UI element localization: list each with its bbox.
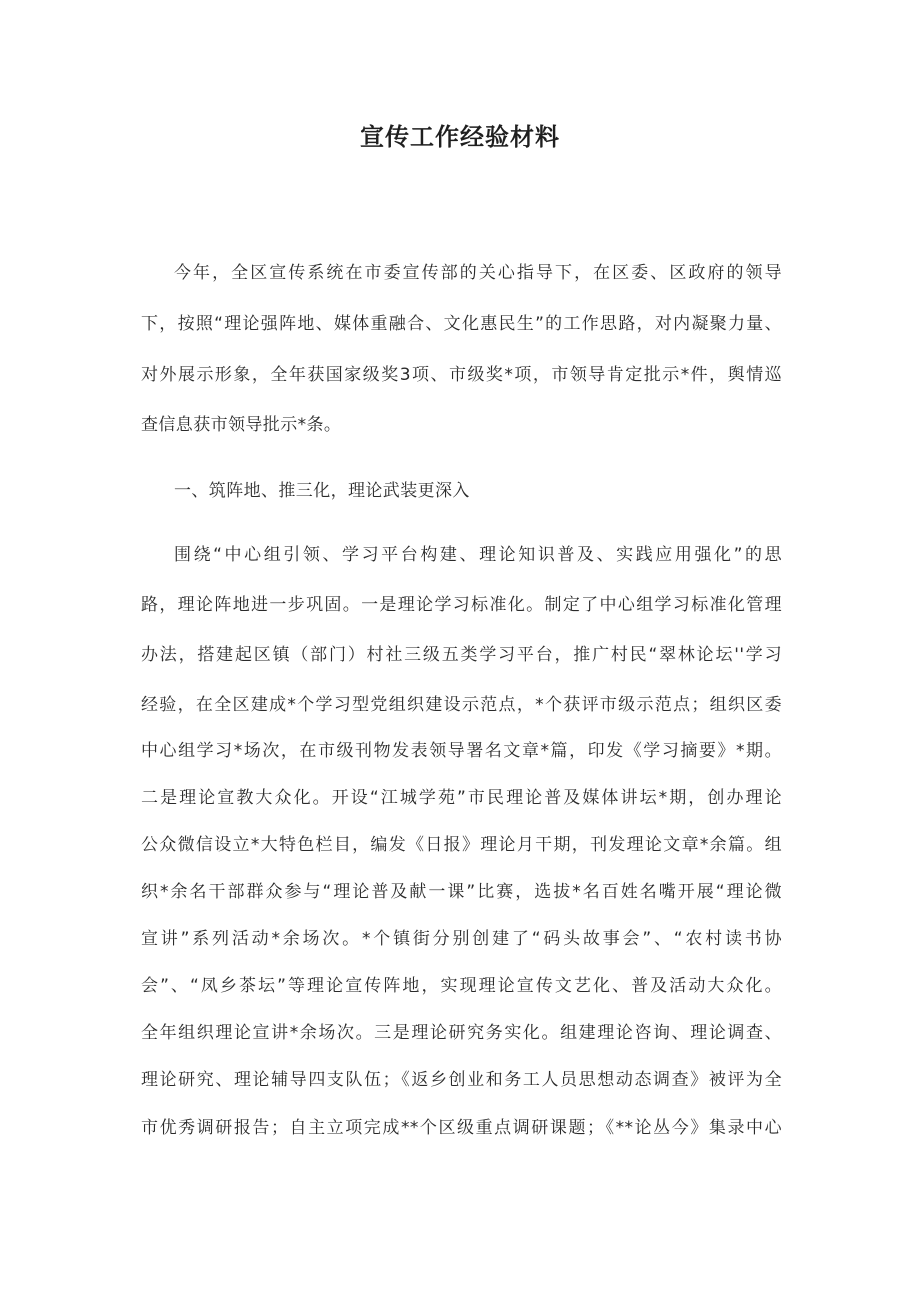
section1-line-7: 公众微信设立*大特色栏目，编发《日报》理论月干期，刊发理论文章*余篇。组 xyxy=(141,835,782,855)
intro-line-1: 今年，全区宣传系统在市委宣传部的关心指导下，在区委、区政府的领导 xyxy=(174,263,782,283)
section1-line-8: 织*余名干部群众参与“理论普及献一课”比赛，选拔*名百姓名嘴开展“理论微 xyxy=(141,882,782,902)
section1-line-2: 路，理论阵地进一步巩固。一是理论学习标准化。制定了中心组学习标准化管理 xyxy=(141,595,782,615)
section1-heading: 一、筑阵地、推三化，理论武装更深入 xyxy=(174,481,470,501)
intro-line-4: 查信息获市领导批示*条。 xyxy=(141,415,342,435)
intro-line-3: 对外展示形象，全年获国家级奖3项、市级奖*项，市领导肯定批示*件，舆情巡 xyxy=(141,365,782,385)
section1-line-4: 经验，在全区建成*个学习型党组织建设示范点，*个获评市级示范点；组织区委 xyxy=(141,695,782,715)
section1-line-3: 办法，搭建起区镇（部门）村社三级五类学习平台，推广村民“翠林论坛''学习 xyxy=(141,645,782,665)
section1-line-1: 围绕“中心组引领、学习平台构建、理论知识普及、实践应用强化”的思 xyxy=(174,545,782,565)
section1-line-6: 二是理论宣教大众化。开设“江城学苑”市民理论普及媒体讲坛*期，创办理论 xyxy=(141,788,782,808)
section1-line-10: 会”、“凤乡茶坛”等理论宣传阵地，实现理论宣传文艺化、普及活动大众化。 xyxy=(141,976,782,996)
section1-line-11: 全年组织理论宣讲*余场次。三是理论研究务实化。组建理论咨询、理论调查、 xyxy=(141,1023,782,1043)
section1-line-12: 理论研究、理论辅导四支队伍；《返乡创业和务工人员思想动态调查》被评为全 xyxy=(141,1070,782,1090)
section1-line-5: 中心组学习*场次，在市级刊物发表领导署名文章*篇，印发《学习摘要》*期。 xyxy=(141,741,782,761)
document-title: 宣传工作经验材料 xyxy=(360,123,560,151)
intro-line-2: 下，按照“理论强阵地、媒体重融合、文化惠民生”的工作思路，对内凝聚力量、 xyxy=(141,314,782,334)
section1-line-13: 市优秀调研报告；自主立项完成**个区级重点调研课题；《**论丛今》集录中心 xyxy=(141,1118,782,1138)
section1-line-9: 宣讲”系列活动*余场次。*个镇街分别创建了“码头故事会”、“农村读书协 xyxy=(141,929,782,949)
